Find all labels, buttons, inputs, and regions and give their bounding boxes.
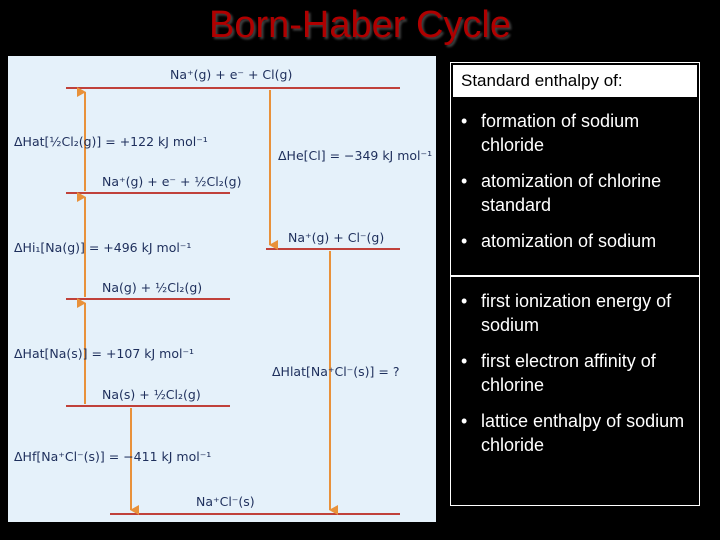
step-label-lattice-enthalpy: ΔHlat[Na⁺Cl⁻(s)] = ? [272, 364, 400, 379]
list-item: • lattice enthalpy of sodium chloride [451, 409, 699, 457]
list-item: • first electron affinity of chlorine [451, 349, 699, 397]
enthalpy-list-panel-bottom [450, 276, 700, 506]
level-label-ions: Na⁺(g) + Cl⁻(g) [288, 230, 385, 245]
panel-heading: Standard enthalpy of: [453, 65, 697, 97]
born-haber-diagram [8, 56, 436, 522]
list-item: • first ionization energy of sodium [451, 289, 699, 337]
level-label-2: Na⁺(g) + e⁻ + ½Cl₂(g) [102, 174, 242, 189]
level-label-4: Na(s) + ½Cl₂(g) [102, 387, 201, 402]
level-label-bottom: Na⁺Cl⁻(s) [196, 494, 255, 509]
step-label-formation: ΔHf[Na⁺Cl⁻(s)] = −411 kJ mol⁻¹ [14, 449, 212, 464]
step-label-atomization-chlorine: ΔHat[½Cl₂(g)] = +122 kJ mol⁻¹ [14, 134, 208, 149]
enthalpy-list-panel-top [450, 62, 700, 276]
list-item: • atomization of sodium [451, 229, 699, 253]
list-item: • atomization of chlorine standard [451, 169, 699, 217]
step-label-electron-affinity: ΔHe[Cl] = −349 kJ mol⁻¹ [278, 148, 433, 163]
level-label-top: Na⁺(g) + e⁻ + Cl(g) [170, 67, 293, 82]
enthalpy-list-top [451, 109, 699, 253]
step-label-atomization-sodium: ΔHat[Na(s)] = +107 kJ mol⁻¹ [14, 346, 195, 361]
level-label-3: Na(g) + ½Cl₂(g) [102, 280, 203, 295]
enthalpy-list-bottom [451, 289, 699, 457]
list-item: • formation of sodium chloride [451, 109, 699, 157]
step-label-ionization-sodium: ΔHi₁[Na(g)] = +496 kJ mol⁻¹ [14, 240, 192, 255]
slide-title: Born-Haber Cycle [209, 4, 511, 46]
energy-level-diagram [8, 56, 436, 522]
